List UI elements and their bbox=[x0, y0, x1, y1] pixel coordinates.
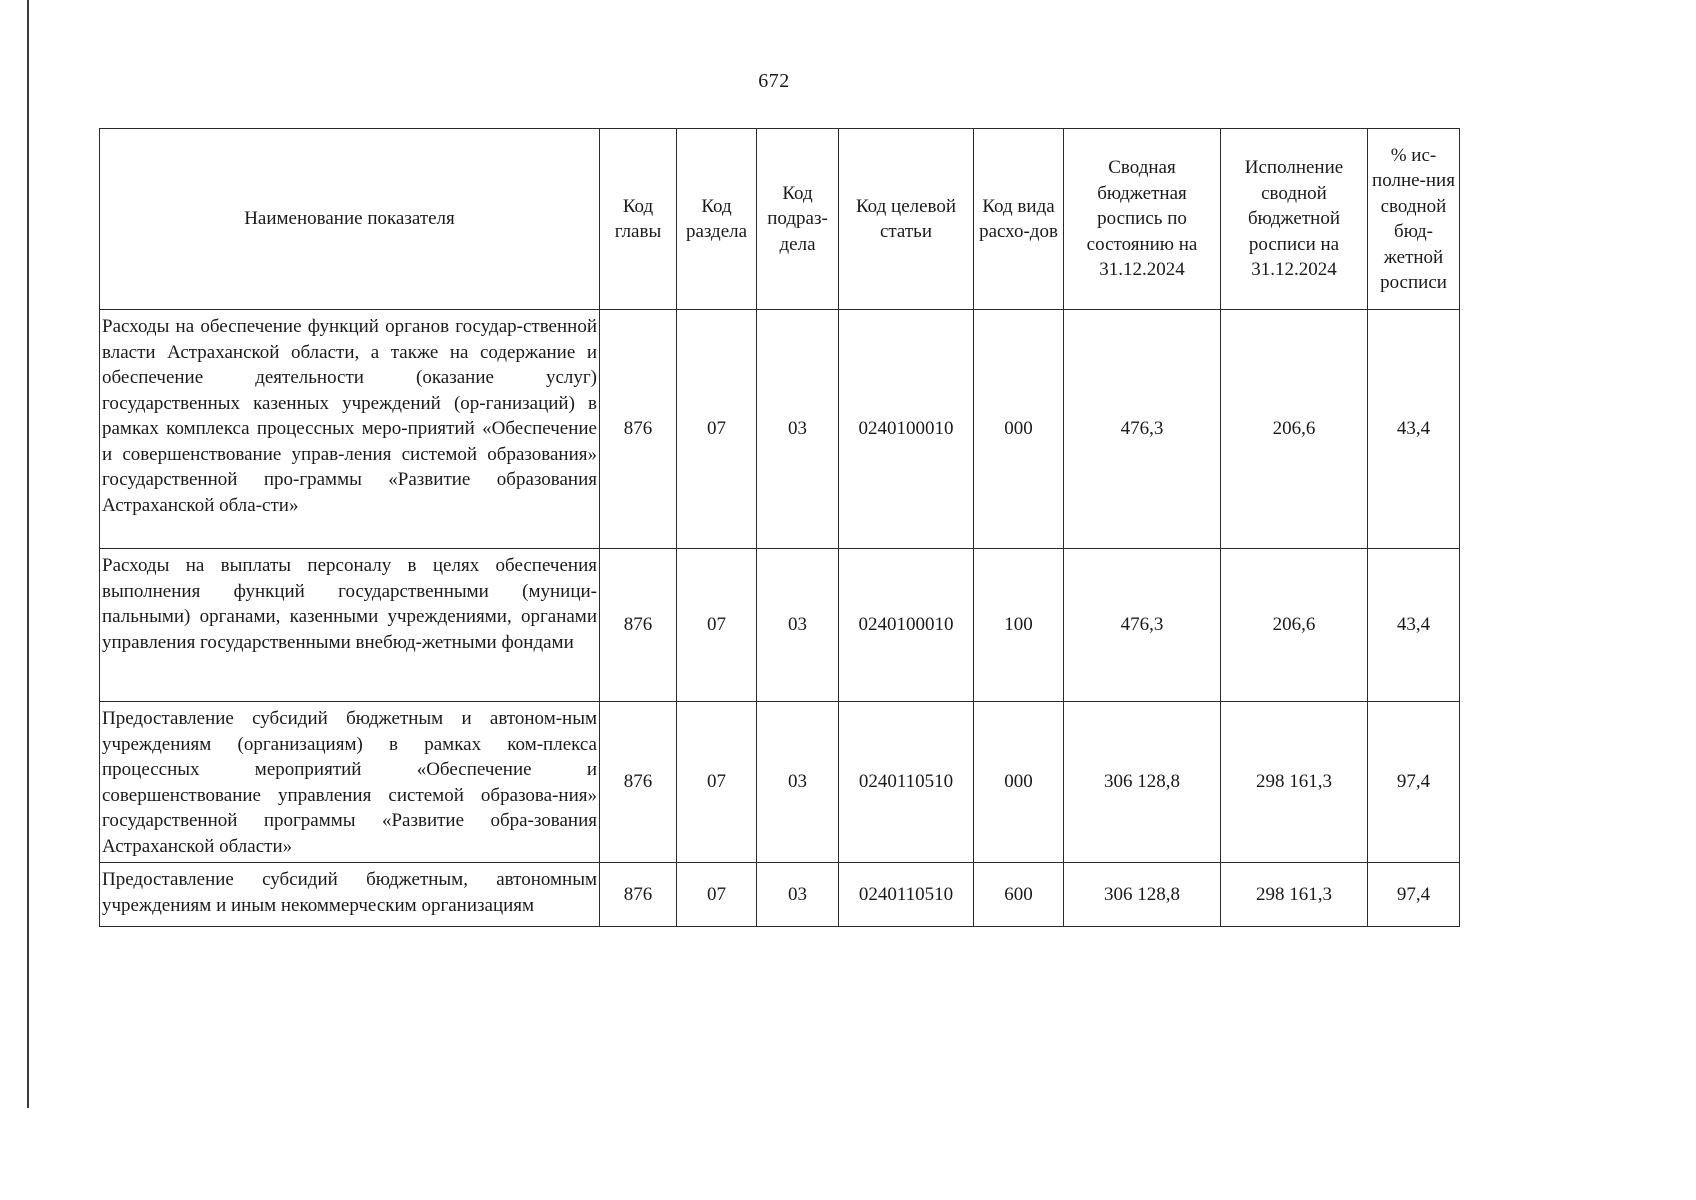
table-row bbox=[100, 549, 1460, 702]
row-percent: 43,4 bbox=[1368, 549, 1460, 702]
page-margin-line bbox=[27, 0, 29, 1108]
page-number: 672 bbox=[758, 70, 790, 92]
table-row bbox=[100, 310, 1460, 549]
table-row bbox=[100, 702, 1460, 863]
header-chapter-code: Код главы bbox=[600, 129, 677, 310]
header-subsection-code: Код подраз-дела bbox=[757, 129, 839, 310]
row-expense-type-code: 000 bbox=[974, 702, 1064, 863]
row-planned: 306 128,8 bbox=[1064, 702, 1221, 863]
row-subsection-code: 03 bbox=[757, 310, 839, 549]
row-target-code: 0240110510 bbox=[839, 702, 974, 863]
row-section-code: 07 bbox=[677, 702, 757, 863]
row-planned: 476,3 bbox=[1064, 549, 1221, 702]
row-subsection-code: 03 bbox=[757, 863, 839, 927]
row-name: Расходы на обеспечение функций органов государ-ственной власти Астраханской области, а также на содержание и обеспечение деятельности (оказание услуг) государственных казенных учреждений (ор-ганизаций) в рамках комплекса процессных меро-приятий «Обеспечение и совершенствование управ-ления системой образования» государственной про-граммы «Развитие образования Астраханской обла-сти» bbox=[100, 310, 600, 549]
header-planned: Сводная бюджетная роспись по состоянию на 31.12.2024 bbox=[1064, 129, 1221, 310]
row-section-code: 07 bbox=[677, 310, 757, 549]
row-executed: 298 161,3 bbox=[1221, 863, 1368, 927]
row-subsection-code: 03 bbox=[757, 549, 839, 702]
row-name: Предоставление субсидий бюджетным, автономным учреждениям и иным некоммерческим организациям bbox=[100, 863, 600, 927]
header-expense-type-code: Код вида расхо-дов bbox=[974, 129, 1064, 310]
row-target-code: 0240110510 bbox=[839, 863, 974, 927]
row-target-code: 0240100010 bbox=[839, 549, 974, 702]
row-executed: 298 161,3 bbox=[1221, 702, 1368, 863]
header-executed: Исполнение сводной бюджетной росписи на 31.12.2024 bbox=[1221, 129, 1368, 310]
row-percent: 43,4 bbox=[1368, 310, 1460, 549]
row-planned: 306 128,8 bbox=[1064, 863, 1221, 927]
row-section-code: 07 bbox=[677, 863, 757, 927]
row-expense-type-code: 100 bbox=[974, 549, 1064, 702]
header-section-code: Код раздела bbox=[677, 129, 757, 310]
row-name: Предоставление субсидий бюджетным и автоном-ным учреждениям (организациям) в рамках ком-плекса процессных мероприятий «Обеспечение и совершенствование управления системой образова-ния» государственной программы «Развитие обра-зования Астраханской области» bbox=[100, 702, 600, 863]
row-name: Расходы на выплаты персоналу в целях обеспечения выполнения функций государственными (муници-пальными) органами, казенными учреждениями, органами управления государственными внебюд-жетными фондами bbox=[100, 549, 600, 702]
row-target-code: 0240100010 bbox=[839, 310, 974, 549]
row-subsection-code: 03 bbox=[757, 702, 839, 863]
row-percent: 97,4 bbox=[1368, 863, 1460, 927]
row-chapter-code: 876 bbox=[600, 702, 677, 863]
header-target-code: Код целевой статьи bbox=[839, 129, 974, 310]
row-chapter-code: 876 bbox=[600, 310, 677, 549]
table-header-row bbox=[100, 129, 1460, 310]
row-percent: 97,4 bbox=[1368, 702, 1460, 863]
header-percent: % ис-полне-ния сводной бюд-жетной росписи bbox=[1368, 129, 1460, 310]
row-executed: 206,6 bbox=[1221, 549, 1368, 702]
row-expense-type-code: 000 bbox=[974, 310, 1064, 549]
table-row bbox=[100, 863, 1460, 927]
row-chapter-code: 876 bbox=[600, 549, 677, 702]
budget-table bbox=[99, 128, 1460, 927]
row-executed: 206,6 bbox=[1221, 310, 1368, 549]
row-section-code: 07 bbox=[677, 549, 757, 702]
row-chapter-code: 876 bbox=[600, 863, 677, 927]
row-expense-type-code: 600 bbox=[974, 863, 1064, 927]
row-planned: 476,3 bbox=[1064, 310, 1221, 549]
header-name: Наименование показателя bbox=[100, 129, 600, 310]
